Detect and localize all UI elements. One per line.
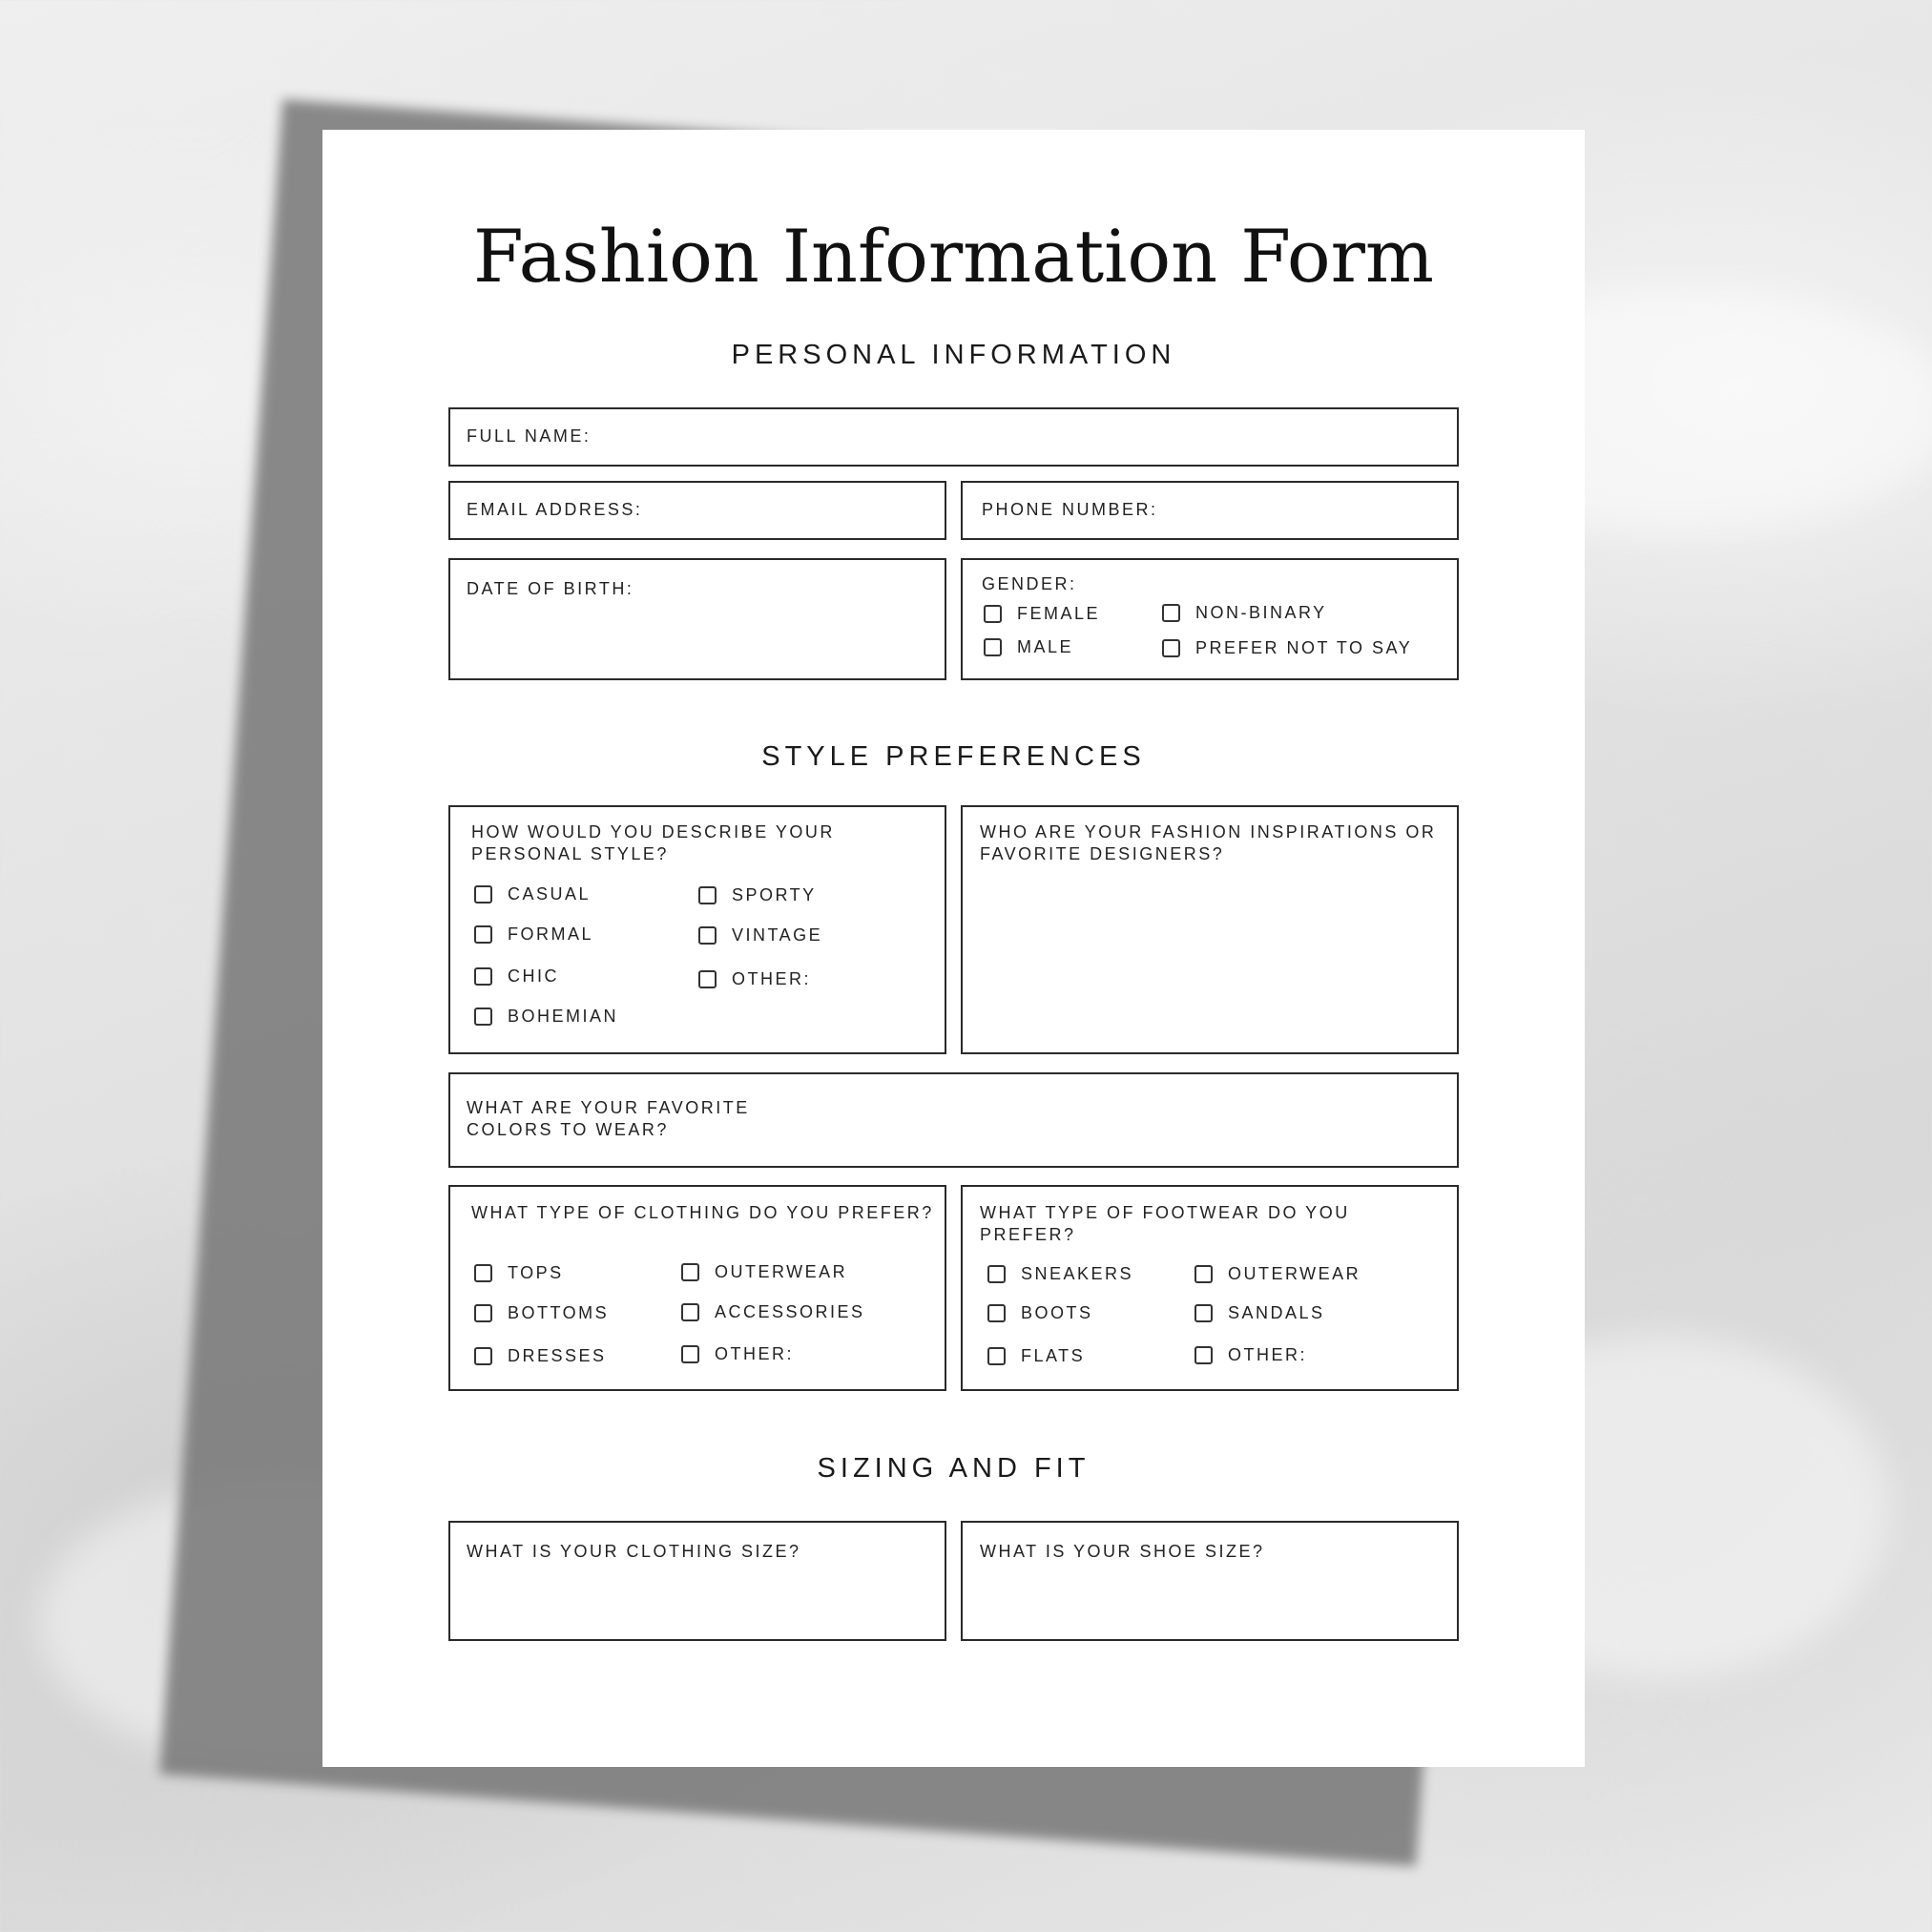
- footwear-option-other[interactable]: OTHER:: [1195, 1345, 1307, 1365]
- checkbox-icon[interactable]: [474, 925, 492, 944]
- checkbox-icon[interactable]: [474, 1347, 492, 1365]
- footwear-option-sneakers[interactable]: SNEAKERS: [987, 1264, 1133, 1284]
- clothing-option-bottoms[interactable]: BOTTOMS: [474, 1303, 609, 1323]
- clothing-size-label: WHAT IS YOUR CLOTHING SIZE?: [467, 1542, 801, 1561]
- footwear-option-flats[interactable]: FLATS: [987, 1346, 1085, 1366]
- footwear-option-sandals[interactable]: SANDALS: [1195, 1303, 1325, 1323]
- clothing-option-outerwear[interactable]: OUTERWEAR: [681, 1262, 847, 1282]
- checkbox-icon[interactable]: [698, 926, 717, 945]
- footwear-label-line2: PREFER?: [980, 1225, 1076, 1244]
- footwear-type-field: [961, 1185, 1459, 1391]
- section-heading-personal: PERSONAL INFORMATION: [731, 340, 1176, 370]
- form-sheet: [322, 130, 1585, 1767]
- email-field[interactable]: [448, 481, 946, 540]
- colors-label-line1: WHAT ARE YOUR FAVORITE: [467, 1098, 750, 1117]
- style-option-bohemian[interactable]: BOHEMIAN: [474, 1007, 618, 1027]
- favorite-colors-field[interactable]: [448, 1072, 1459, 1168]
- clothing-size-field[interactable]: [448, 1521, 946, 1641]
- clothing-option-tops[interactable]: TOPS: [474, 1263, 564, 1283]
- date-of-birth-field[interactable]: [448, 558, 946, 680]
- checkbox-icon[interactable]: [474, 967, 492, 986]
- checkbox-icon[interactable]: [1162, 604, 1180, 622]
- shoe-size-field[interactable]: [961, 1521, 1459, 1641]
- gender-option-female[interactable]: FEMALE: [984, 604, 1100, 624]
- gender-option-non-binary[interactable]: NON-BINARY: [1162, 603, 1327, 623]
- checkbox-icon[interactable]: [681, 1303, 699, 1321]
- gender-option-male[interactable]: MALE: [984, 637, 1073, 657]
- clothing-type-label: WHAT TYPE OF CLOTHING DO YOU PREFER?: [471, 1203, 934, 1222]
- checkbox-icon[interactable]: [1195, 1346, 1213, 1364]
- clothing-type-field: [448, 1185, 946, 1391]
- form-title: Fashion Information Form: [473, 214, 1434, 299]
- checkbox-icon[interactable]: [1195, 1265, 1213, 1283]
- style-option-casual[interactable]: CASUAL: [474, 884, 591, 904]
- clothing-option-other[interactable]: OTHER:: [681, 1344, 794, 1364]
- inspirations-label-line2: FAVORITE DESIGNERS?: [980, 844, 1225, 863]
- footwear-label-line1: WHAT TYPE OF FOOTWEAR DO YOU: [980, 1203, 1350, 1222]
- style-option-sporty[interactable]: SPORTY: [698, 885, 817, 905]
- gender-label: GENDER:: [982, 574, 1077, 593]
- dob-label: DATE OF BIRTH:: [467, 579, 634, 598]
- checkbox-icon[interactable]: [987, 1265, 1006, 1283]
- footwear-option-outerwear[interactable]: OUTERWEAR: [1195, 1264, 1361, 1284]
- inspirations-label-line1: WHO ARE YOUR FASHION INSPIRATIONS OR: [980, 822, 1437, 841]
- fashion-inspirations-field[interactable]: [961, 805, 1459, 1054]
- personal-style-label-line1: HOW WOULD YOU DESCRIBE YOUR: [471, 822, 835, 841]
- checkbox-icon[interactable]: [474, 885, 492, 904]
- personal-style-field: [448, 805, 946, 1054]
- style-option-chic[interactable]: CHIC: [474, 966, 559, 987]
- personal-style-label-line2: PERSONAL STYLE?: [471, 844, 669, 863]
- checkbox-icon[interactable]: [681, 1345, 699, 1363]
- style-option-vintage[interactable]: VINTAGE: [698, 925, 822, 945]
- full-name-label: FULL NAME:: [467, 426, 592, 446]
- checkbox-icon[interactable]: [984, 638, 1002, 656]
- phone-label: PHONE NUMBER:: [982, 500, 1158, 519]
- section-heading-style: STYLE PREFERENCES: [761, 741, 1146, 772]
- checkbox-icon[interactable]: [984, 605, 1002, 623]
- clothing-option-dresses[interactable]: DRESSES: [474, 1346, 607, 1366]
- clothing-option-accessories[interactable]: ACCESSORIES: [681, 1302, 865, 1322]
- full-name-field[interactable]: [448, 407, 1459, 467]
- email-label: EMAIL ADDRESS:: [467, 500, 643, 519]
- phone-field[interactable]: [961, 481, 1459, 540]
- checkbox-icon[interactable]: [698, 970, 717, 988]
- style-option-formal[interactable]: FORMAL: [474, 924, 593, 945]
- checkbox-icon[interactable]: [1162, 639, 1180, 657]
- shoe-size-label: WHAT IS YOUR SHOE SIZE?: [980, 1542, 1265, 1561]
- checkbox-icon[interactable]: [1195, 1304, 1213, 1322]
- section-heading-sizing: SIZING AND FIT: [817, 1453, 1091, 1484]
- checkbox-icon[interactable]: [474, 1264, 492, 1282]
- footwear-option-boots[interactable]: BOOTS: [987, 1303, 1093, 1323]
- style-option-other[interactable]: OTHER:: [698, 969, 811, 989]
- gender-option-prefer-not-to-say[interactable]: PREFER NOT TO SAY: [1162, 638, 1412, 658]
- checkbox-icon[interactable]: [987, 1347, 1006, 1365]
- checkbox-icon[interactable]: [987, 1304, 1006, 1322]
- colors-label-line2: COLORS TO WEAR?: [467, 1120, 669, 1139]
- checkbox-icon[interactable]: [698, 886, 717, 904]
- checkbox-icon[interactable]: [474, 1008, 492, 1026]
- checkbox-icon[interactable]: [681, 1263, 699, 1281]
- gender-field: [961, 558, 1459, 680]
- checkbox-icon[interactable]: [474, 1304, 492, 1322]
